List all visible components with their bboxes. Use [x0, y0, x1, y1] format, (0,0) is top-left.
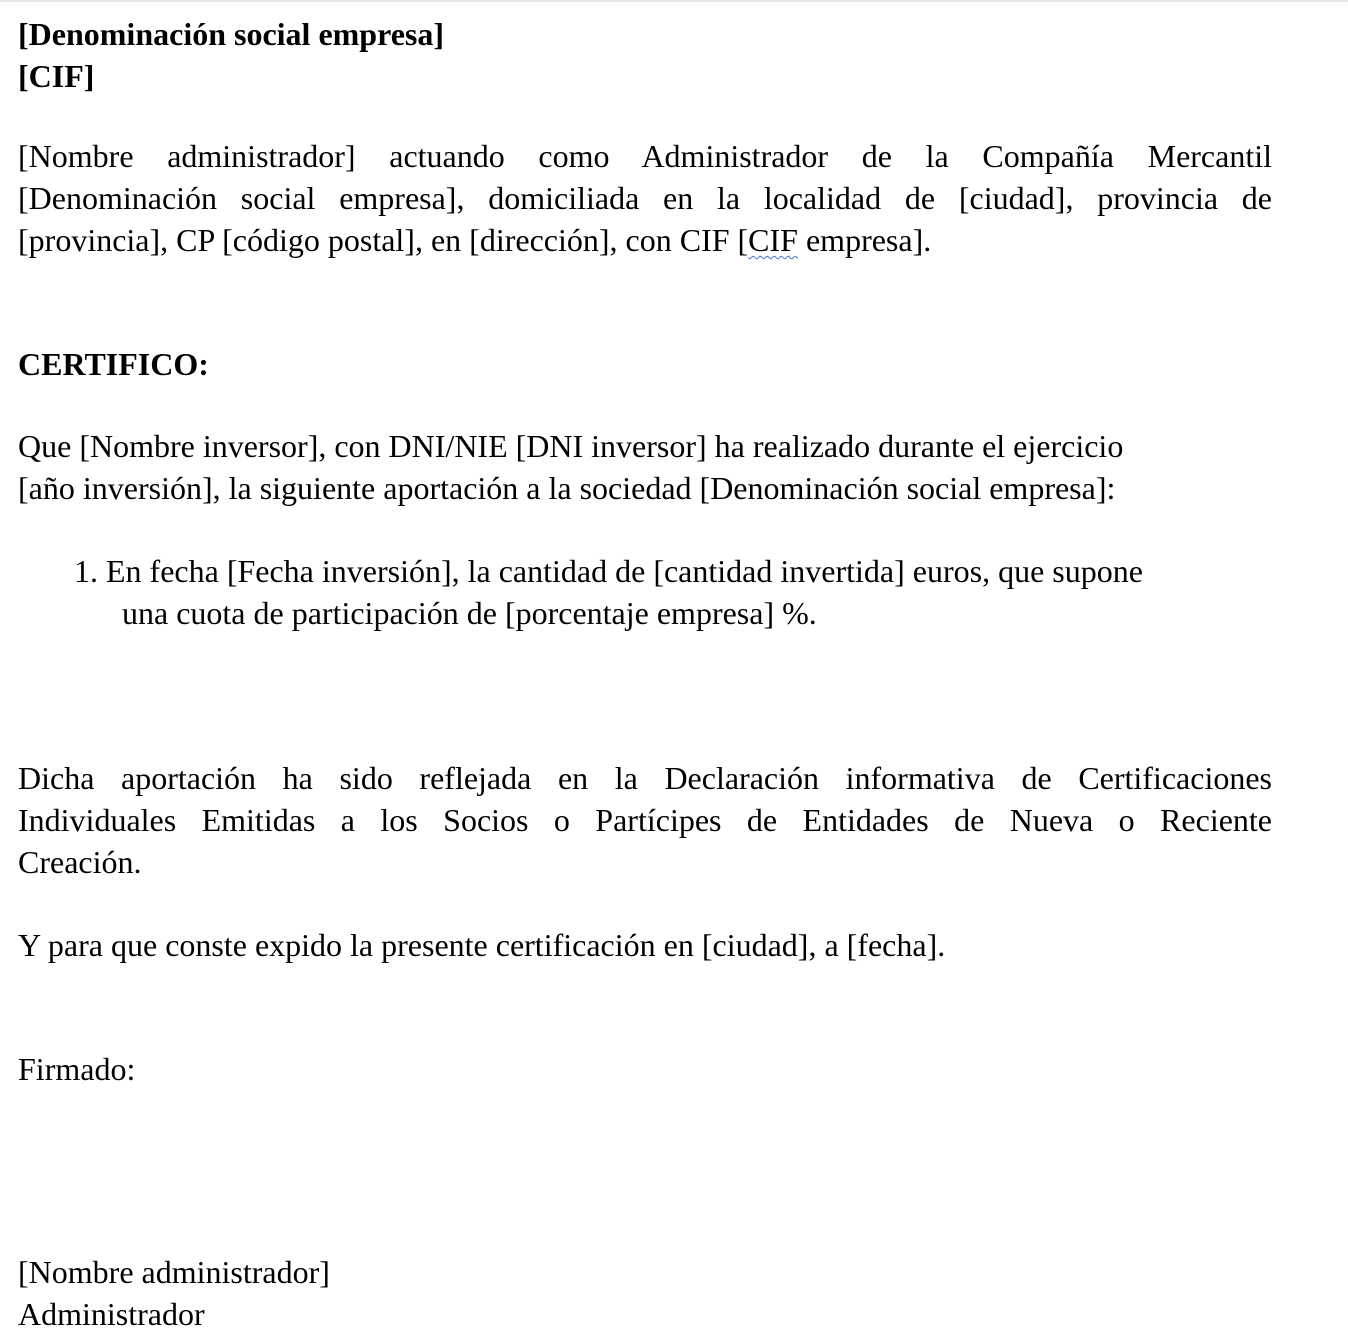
page-top-edge: [0, 0, 1348, 2]
intro-line-2: [Denominación social empresa], domiciliada en la localidad de [ciudad], provincia de: [18, 180, 1272, 216]
list-item-line-1: En fecha [Fecha inversión], la cantidad de [cantidad invertida] euros, que supone: [106, 553, 1143, 589]
closing-line: Y para que conste expido la presente certificación en [ciudad], a [fecha].: [18, 927, 946, 963]
statement-line-2: [año inversión], la siguiente aportación a la sociedad [Denominación social empresa]:: [18, 470, 1116, 506]
cif-heading: [CIF]: [18, 58, 95, 94]
declaration-line-1: Dicha aportación ha sido reflejada en la Declaración informativa de Certificaciones: [18, 760, 1272, 796]
intro-line-3: [18, 219, 931, 261]
intro-line-3-start: [provincia], CP [código postal], en [dirección], con CIF [: [18, 222, 749, 258]
declaration-line-2: Individuales Emitidas a los Socios o Partícipes de Entidades de Nueva o Reciente: [18, 802, 1272, 838]
spellcheck-flagged-word[interactable]: CIF: [748, 222, 798, 258]
signed-label: Firmado:: [18, 1051, 136, 1087]
company-name-heading: [Denominación social empresa]: [18, 16, 445, 52]
list-item-number: 1.: [74, 553, 98, 589]
signer-role: Administrador: [18, 1296, 205, 1332]
list-item-line-2: una cuota de participación de [porcentaje empresa] %.: [122, 595, 817, 631]
intro-line-3-end: empresa].: [797, 222, 932, 258]
intro-line-1: [Nombre administrador] actuando como Administrador de la Compañía Mercantil: [18, 138, 1272, 174]
signer-name: [Nombre administrador]: [18, 1254, 330, 1290]
declaration-line-3: Creación.: [18, 844, 142, 880]
list-item: [74, 550, 1143, 592]
certifico-heading: CERTIFICO:: [18, 346, 209, 382]
statement-line-1: Que [Nombre inversor], con DNI/NIE [DNI inversor] ha realizado durante el ejercicio: [18, 428, 1124, 464]
